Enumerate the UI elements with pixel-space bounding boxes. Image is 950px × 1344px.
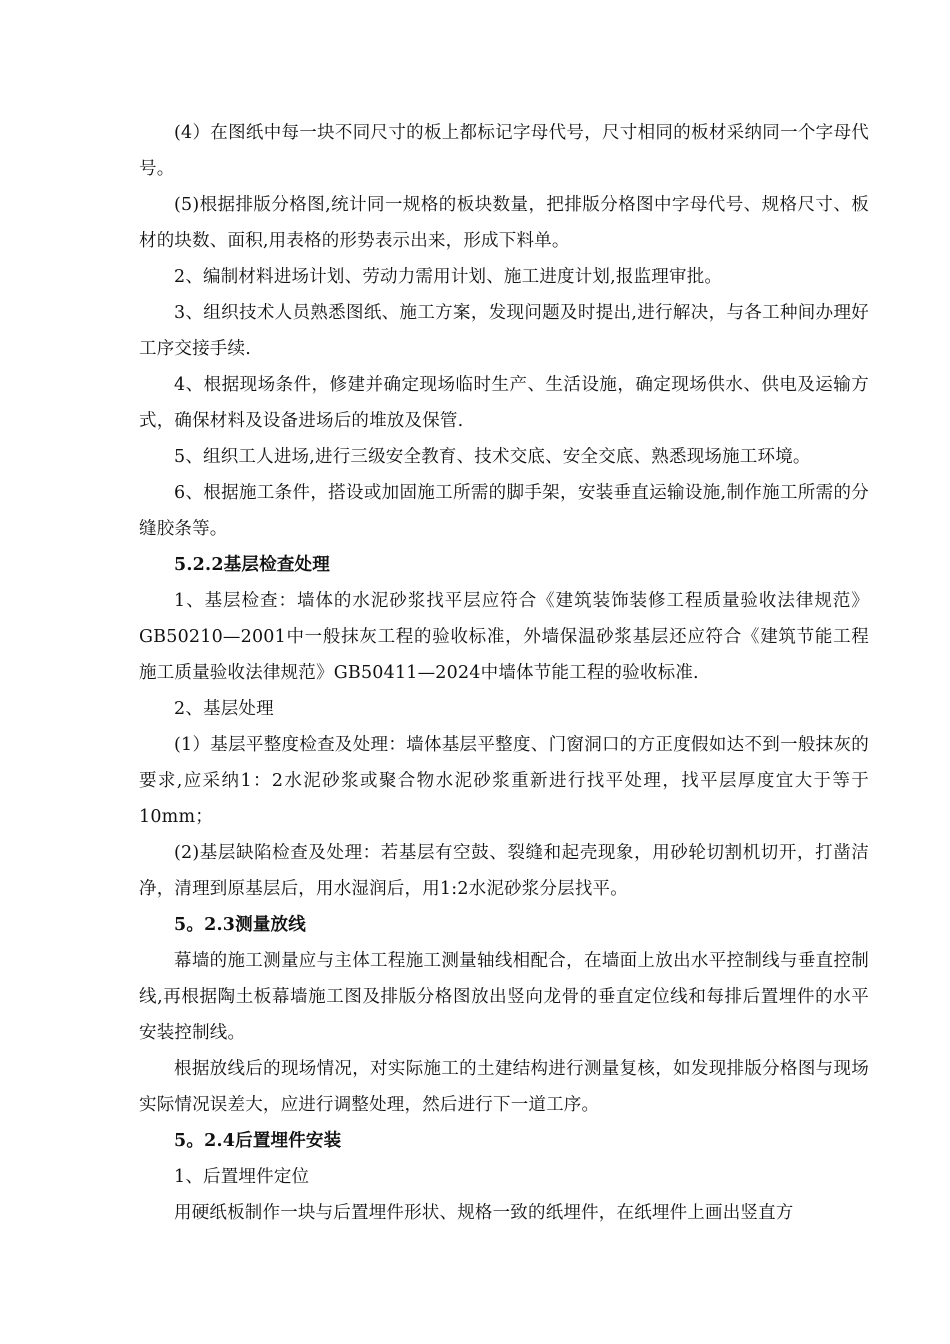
paragraph-embed-positioning-title: 1、后置埋件定位 — [174, 1167, 310, 1187]
paragraph-survey-layout: 幕墙的施工测量应与主体工程施工测量轴线相配合，在墙面上放出水平控制线与垂直控制线,再根据陶土板幕墙施工图及排版分格图放出竖向龙骨的垂直定位线和每排后置埋件的水平安装控制线。 — [139, 951, 869, 1043]
section-heading-5-2-2: 5.2.2基层检查处理 — [174, 555, 330, 575]
paragraph-base-treatment-title: 2、基层处理 — [174, 699, 274, 719]
paragraph-embed-positioning: 用硬纸板制作一块与后置埋件形状、规格一致的纸埋件，在纸埋件上画出竖直方 — [174, 1203, 794, 1223]
section-heading-5-2-3: 5。2.3测量放线 — [174, 915, 306, 935]
paragraph-item-4: 4、根据现场条件，修建并确定现场临时生产、生活设施，确定现场供水、供电及运输方式，确保材料及设备进场后的堆放及保管. — [139, 375, 869, 431]
paragraph-step-4: (4）在图纸中每一块不同尺寸的板上都标记字母代号，尺寸相同的板材采纳同一个字母代号。 — [139, 123, 869, 179]
paragraph-item-2: 2、编制材料进场计划、劳动力需用计划、施工进度计划,报监理审批。 — [174, 267, 723, 287]
paragraph-step-5: (5)根据排版分格图,统计同一规格的板块数量，把排版分格图中字母代号、规格尺寸、板材的块数、面积,用表格的形势表示出来，形成下料单。 — [139, 195, 869, 251]
paragraph-base-check: 1、基层检查：墙体的水泥砂浆找平层应符合《建筑装饰装修工程质量验收法律规范》GB50210—2001中一般抹灰工程的验收标准，外墙保温砂浆基层还应符合《建筑节能工程施工质量验收法律规范》GB50411—2024中墙体节能工程的验收标准. — [139, 591, 869, 683]
paragraph-defect-check: (2)基层缺陷检查及处理：若基层有空鼓、裂缝和起壳现象，用砂轮切割机切开，打凿洁净，清理到原基层后，用水湿润后，用1:2水泥砂浆分层找平。 — [139, 843, 869, 899]
paragraph-item-3: 3、组织技术人员熟悉图纸、施工方案，发现问题及时提出,进行解决，与各工种间办理好工序交接手续. — [139, 303, 869, 359]
paragraph-flatness-check: (1）基层平整度检查及处理：墙体基层平整度、门窗洞口的方正度假如达不到一般抹灰的要求,应采纳1：2水泥砂浆或聚合物水泥砂浆重新进行找平处理，找平层厚度宜大于等于10mm； — [139, 735, 869, 827]
section-heading-5-2-4: 5。2.4后置埋件安装 — [174, 1131, 342, 1151]
document-body — [139, 115, 869, 1231]
paragraph-survey-review: 根据放线后的现场情况，对实际施工的土建结构进行测量复核，如发现排版分格图与现场实际情况误差大，应进行调整处理，然后进行下一道工序。 — [139, 1059, 869, 1115]
paragraph-item-6: 6、根据施工条件，搭设或加固施工所需的脚手架，安装垂直运输设施,制作施工所需的分缝胶条等。 — [139, 483, 869, 539]
paragraph-item-5: 5、组织工人进场,进行三级安全教育、技术交底、安全交底、熟悉现场施工环境。 — [174, 447, 811, 467]
